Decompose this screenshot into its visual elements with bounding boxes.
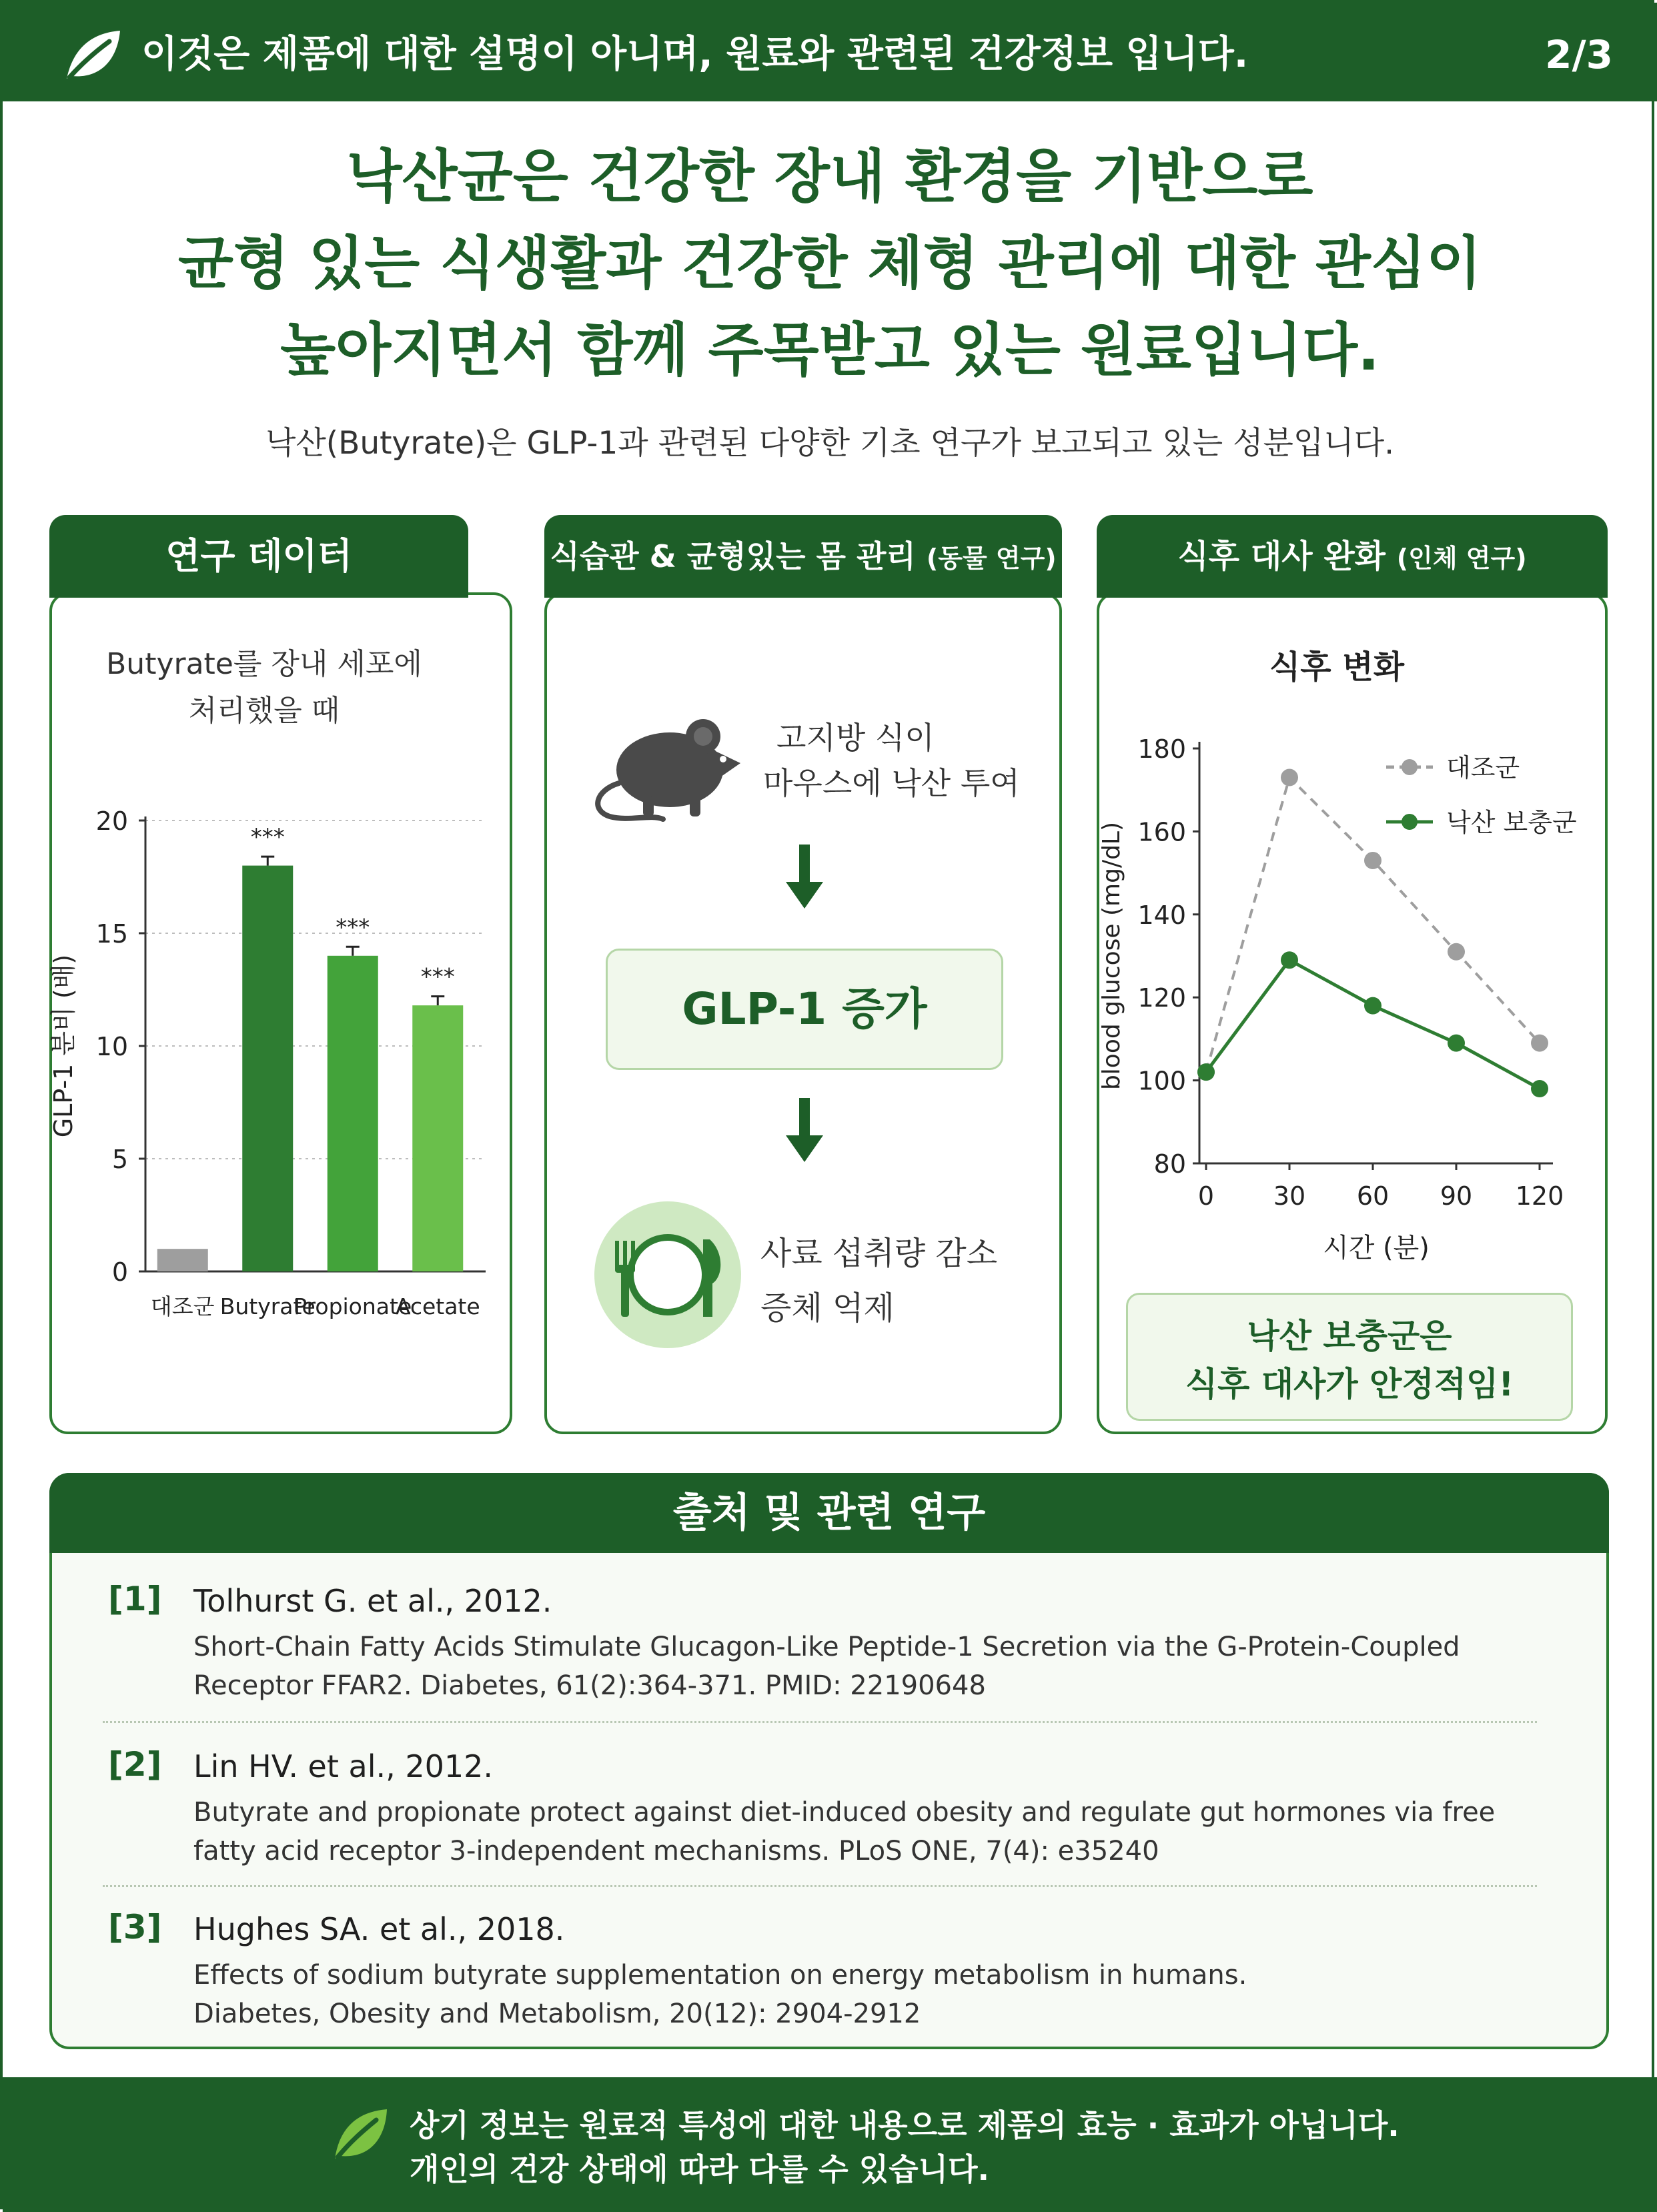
notice-text: 이것은 제품에 대한 설명이 아니며, 원료와 관련된 건강정보 입니다.: [141, 33, 1249, 76]
effect-text-1: 사료 섭취량 감소: [760, 1235, 998, 1272]
bar-대조군: [157, 1249, 208, 1271]
reference-title-line-2: fatty acid receptor 3-independent mechanisms. PLoS ONE, 7(4): e35240: [193, 1836, 1159, 1866]
line-point-control: [1448, 943, 1465, 961]
line-chart-x-label: 시간 (분): [1323, 1233, 1430, 1263]
reference-title-line-1: Butyrate and propionate protect against diet-induced obesity and regulate gut hormones via free: [193, 1797, 1496, 1828]
bar-chart-caption-1: Butyrate를 장내 세포에: [106, 647, 422, 681]
bar-significance-label: ***: [420, 963, 455, 991]
bar-chart-tick-label: 15: [95, 919, 128, 949]
effect-text-2: 증체 억제: [760, 1289, 895, 1327]
bar-chart-caption-2: 처리했을 때: [188, 694, 340, 728]
footer-text-2: 개인의 건강 상태에 따라 다를 수 있습니다.: [410, 2151, 989, 2187]
bar-chart-tick-label: 10: [95, 1032, 128, 1061]
mouse-icon: [590, 696, 750, 830]
line-chart-y-tick-label: 160: [1137, 817, 1186, 847]
footer-text-1: 상기 정보는 원료적 특성에 대한 내용으로 제품의 효능 · 효과가 아닙니다.: [410, 2107, 1400, 2143]
line-chart-legend: [1386, 753, 1577, 837]
reference-authors: Lin HV. et al., 2012.: [193, 1748, 494, 1784]
line-chart-y-label: blood glucose (mg/dL): [1098, 821, 1125, 1091]
animal-study-tab-note: (동물 연구): [926, 544, 1057, 573]
headline-line-2: 균형 있는 식생활과 건강한 체형 관리에 대한 관심이: [177, 230, 1482, 297]
bar-chart-tick-label: 0: [111, 1257, 128, 1287]
bar-chart-x-label: Propionate: [294, 1293, 412, 1319]
reference-authors: Tolhurst G. et al., 2012.: [193, 1583, 552, 1619]
reference-title-line-2: Receptor FFAR2. Diabetes, 61(2):364-371. PMID: 22190648: [193, 1670, 986, 1701]
line-chart-y-tick-label: 120: [1137, 983, 1186, 1013]
research-data-tab-label: 연구 데이터: [165, 535, 352, 577]
line-chart-x-tick-label: 90: [1440, 1181, 1473, 1211]
bar-chart-tick-label: 5: [111, 1145, 128, 1174]
page-number: 2/3: [1545, 32, 1613, 77]
bar-chart-x-label: Acetate: [395, 1293, 480, 1319]
legend-label: 대조군: [1446, 753, 1520, 782]
reference-title-line-2: Diabetes, Obesity and Metabolism, 20(12): 2904-2912: [193, 1999, 921, 2029]
summary-box: [1126, 1293, 1573, 1421]
bar-propionate: [328, 956, 378, 1271]
human-study-tab-label: 식후 대사 완화: [1177, 538, 1386, 575]
animal-study-tab: [544, 515, 1062, 598]
summary-line-2: 식후 대사가 안정적임!: [1185, 1365, 1514, 1404]
line-point-butyrate: [1364, 997, 1382, 1015]
bar-chart-x-label: Butyrate: [219, 1293, 316, 1319]
leaf-icon: [60, 27, 124, 83]
top-banner: [3, 3, 1657, 101]
reference-title-line-1: Effects of sodium butyrate supplementation on energy metabolism in humans.: [193, 1960, 1247, 1991]
plate-cutlery-icon: [592, 1199, 743, 1350]
bar-chart-y-label: GLP-1 분비 (배): [49, 954, 78, 1138]
line-chart-axes: [1199, 742, 1553, 1163]
bar-chart-tick-label: 20: [95, 806, 128, 836]
glp1-bar-chart: [49, 630, 510, 1350]
research-data-tab: [49, 515, 468, 598]
references-heading: 출처 및 관련 연구: [49, 1473, 1609, 1553]
summary-line-1: 낙산 보충군은: [1247, 1317, 1452, 1355]
line-series-butyrate: [1206, 960, 1540, 1089]
line-point-control: [1281, 769, 1298, 786]
reference-number: [1]: [108, 1580, 162, 1618]
line-chart-x-tick-label: 30: [1273, 1181, 1306, 1211]
line-chart-ticks: [1137, 734, 1564, 1211]
line-chart-y-tick-label: 140: [1137, 900, 1186, 930]
legend-swatch-dot: [1402, 759, 1418, 775]
line-chart-y-tick-label: 180: [1137, 734, 1186, 764]
mouse-text-1: 고지방 식이: [776, 720, 935, 756]
reference-number: [3]: [108, 1908, 162, 1947]
reference-number: [2]: [108, 1745, 162, 1784]
glucose-line-chart: [1099, 630, 1605, 1283]
subheadline: 낙산(Butyrate)은 GLP-1과 관련된 다양한 기초 연구가 보고되고 있는 성분입니다.: [265, 425, 1395, 462]
bar-chart-x-label: 대조군: [150, 1293, 215, 1319]
line-chart-title: 식후 변화: [1269, 648, 1405, 686]
glp1-result-box: [606, 949, 1003, 1070]
line-point-control: [1531, 1035, 1548, 1052]
bar-significance-label: ***: [250, 824, 285, 851]
line-chart-x-tick-label: 60: [1356, 1181, 1390, 1211]
bar-chart-x-labels: [151, 1293, 480, 1319]
arrow-down-icon: [784, 845, 824, 911]
glp1-result-text: GLP-1 증가: [682, 983, 927, 1035]
line-point-control: [1364, 852, 1382, 869]
line-chart-x-tick-label: 0: [1197, 1181, 1215, 1211]
reference-divider: [103, 1885, 1537, 1887]
line-chart-x-tick-label: 120: [1515, 1181, 1564, 1211]
line-point-butyrate: [1531, 1080, 1548, 1097]
line-point-butyrate: [1281, 951, 1298, 969]
leaf-icon: [330, 2105, 390, 2163]
headline-line-1: 낙산균은 건강한 장내 환경을 기반으로: [346, 143, 1313, 210]
headline: [3, 133, 1657, 394]
line-chart-y-tick-label: 100: [1137, 1066, 1186, 1096]
line-point-butyrate: [1197, 1063, 1215, 1081]
reference-title-line-1: Short-Chain Fatty Acids Stimulate Glucagon-Like Peptide-1 Secretion via the G-Protein-Coupled: [193, 1632, 1460, 1662]
arrow-down-icon: [784, 1098, 824, 1165]
legend-swatch-dot: [1402, 814, 1418, 830]
bar-significance-label: ***: [336, 914, 370, 941]
bar-acetate: [412, 1005, 463, 1271]
footer-banner: [3, 2077, 1657, 2212]
bar-chart-bars: [157, 824, 464, 1271]
human-study-tab: [1097, 515, 1608, 598]
reference-authors: Hughes SA. et al., 2018.: [193, 1911, 565, 1947]
bar-chart-y-ticks: [96, 806, 145, 1287]
bar-butyrate: [242, 866, 293, 1271]
headline-line-3: 높아지면서 함께 주목받고 있는 원료입니다.: [280, 317, 1379, 384]
line-point-butyrate: [1448, 1035, 1465, 1052]
line-chart-y-tick-label: 80: [1153, 1149, 1186, 1179]
legend-label: 낙산 보충군: [1446, 808, 1577, 837]
human-study-tab-note: (인체 연구): [1396, 544, 1527, 573]
animal-study-tab-label: 식습관 & 균형있는 몸 관리: [550, 538, 916, 574]
mouse-text-2: 마우스에 낙산 투여: [763, 765, 1020, 801]
reference-divider: [103, 1721, 1537, 1723]
